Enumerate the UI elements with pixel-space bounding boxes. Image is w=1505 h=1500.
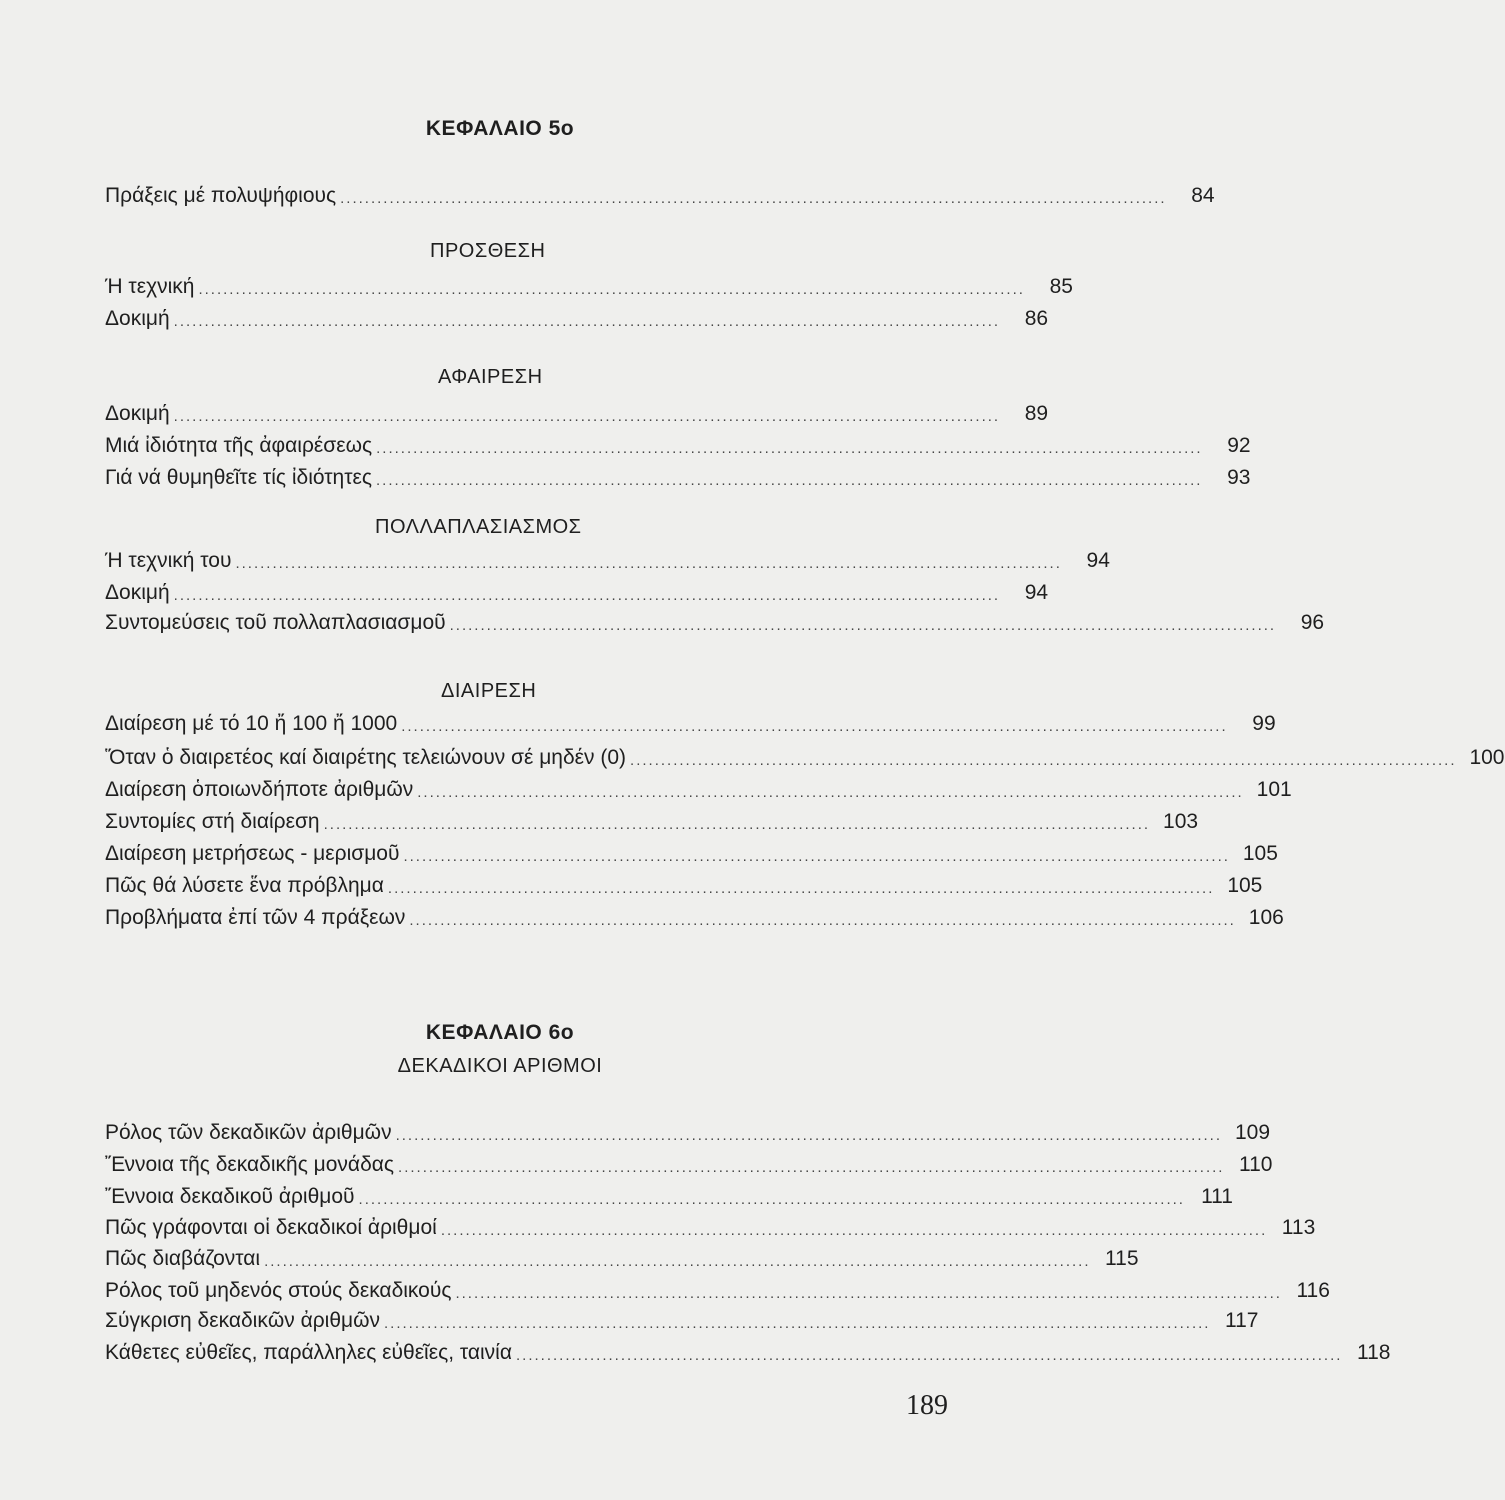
entry-page: 101 — [1256, 778, 1292, 801]
dot-leader: ...................................................................................................................................... — [173, 313, 1001, 330]
toc-entry — [105, 838, 1278, 866]
toc-entry — [105, 430, 1251, 458]
dot-leader: ...................................................................................................................................... — [455, 1285, 1282, 1302]
dot-leader: ...................................................................................................................................... — [395, 1127, 1223, 1144]
section-title-addition: ΠΡΟΣΘΕΣΗ — [430, 240, 546, 262]
toc-entry — [105, 902, 1284, 930]
dot-leader: ...................................................................................................................................... — [398, 1159, 1225, 1176]
dot-leader: ...................................................................................................................................... — [340, 190, 1167, 207]
entry-page: 84 — [1191, 184, 1215, 207]
entry-page: 93 — [1227, 466, 1251, 489]
toc-entry — [105, 870, 1263, 898]
entry-page: 118 — [1356, 1341, 1391, 1364]
section-title-division: ΔΙΑΙΡΕΣΗ — [441, 680, 537, 702]
chapter-5-title: ΚΕΦΑΛΑΙΟ 5ο — [425, 117, 575, 140]
dot-leader: ...................................................................................................................................... — [515, 1347, 1343, 1364]
entry-page: 106 — [1248, 906, 1284, 929]
entry-page: 109 — [1234, 1121, 1271, 1144]
entry-label: Πῶς γράφονται οἱ δεκαδικοί ἀριθμοί — [105, 1216, 437, 1239]
dot-leader: ...................................................................................................................................... — [630, 752, 1457, 769]
entry-label: Κάθετες εὐθεῖες, παράλληλες εὐθεῖες, ταινία — [105, 1341, 512, 1364]
entry-page: 103 — [1163, 810, 1199, 833]
entry-label: Πῶς διαβάζονται — [105, 1247, 261, 1270]
entry-page: 115 — [1105, 1247, 1139, 1270]
toc-entry — [105, 1117, 1271, 1145]
dot-leader: ...................................................................................................................................... — [409, 912, 1236, 929]
page-number: 189 — [906, 1390, 948, 1421]
dot-leader: ...................................................................................................................................... — [449, 617, 1277, 634]
toc-entry — [105, 303, 1049, 331]
dot-leader: ...................................................................................................................................... — [440, 1222, 1268, 1239]
entry-label: Ἔννοια τῆς δεκαδικῆς μονάδας — [105, 1153, 395, 1176]
dot-leader: ...................................................................................................................................... — [403, 848, 1230, 865]
entry-label: Διαίρεση μέ τό 10 ἤ 100 ἤ 1000 — [105, 712, 398, 735]
entry-page: 116 — [1296, 1279, 1330, 1302]
entry-page: 96 — [1300, 611, 1325, 634]
toc-entry — [105, 1149, 1273, 1177]
entry-page: 117 — [1224, 1309, 1259, 1332]
section-title-subtraction: ΑΦΑΙΡΕΣΗ — [438, 366, 543, 388]
entry-label: Διαίρεση ὁποιωνδήποτε ἀριθμῶν — [105, 778, 414, 801]
entry-label: Ρόλος τῶν δεκαδικῶν ἀριθμῶν — [105, 1121, 392, 1144]
toc-entry — [105, 607, 1325, 635]
dot-leader: ...................................................................................................................................... — [323, 816, 1151, 833]
toc-entry — [105, 577, 1049, 605]
entry-label: Ὅταν ὁ διαιρετέος καί διαιρέτης τελειώνουν σέ μηδέν (0) — [105, 746, 627, 769]
entry-page: 110 — [1239, 1153, 1273, 1176]
entry-page: 89 — [1024, 402, 1049, 425]
toc-entry — [105, 1305, 1259, 1333]
entry-label: Δοκιμή — [105, 402, 170, 425]
entry-label: Συντομεύσεις τοῦ πολλαπλασιασμοῦ — [105, 611, 446, 634]
entry-label: Μιά ἰδιότητα τῆς ἀφαιρέσεως — [105, 434, 373, 457]
entry-label: Ἔννοια δεκαδικοῦ ἀριθμοῦ — [105, 1185, 355, 1208]
dot-leader: ...................................................................................................................................... — [401, 718, 1228, 735]
toc-entry — [105, 1275, 1330, 1303]
entry-label: Πράξεις μέ πολυψήφιους — [105, 184, 337, 207]
entry-label: Συντομίες στή διαίρεση — [105, 810, 320, 833]
entry-label: Προβλήματα ἐπί τῶν 4 πράξεων — [105, 906, 406, 929]
section-title-multiplication: ΠΟΛΛΑΠΛΑΣΙΑΣΜΟΣ — [375, 516, 582, 538]
entry-label: Ή τεχνική του — [105, 549, 232, 572]
dot-leader: ...................................................................................................................................... — [235, 555, 1062, 572]
entry-label: Δοκιμή — [105, 307, 170, 330]
entry-label: Ρόλος τοῦ μηδενός στούς δεκαδικούς — [105, 1279, 452, 1302]
toc-entry — [105, 462, 1251, 490]
entry-label: Δοκιμή — [105, 581, 170, 604]
toc-entry — [105, 1212, 1316, 1240]
chapter-6-title: ΚΕΦΑΛΑΙΟ 6ο — [425, 1021, 575, 1044]
entry-label: Διαίρεση μετρήσεως - μερισμοῦ — [105, 842, 400, 865]
entry-page: 100 — [1469, 746, 1505, 769]
toc-entry — [105, 806, 1199, 834]
entry-page: 94 — [1086, 549, 1110, 572]
entry-page: 113 — [1281, 1216, 1316, 1239]
dot-leader: ...................................................................................................................................... — [387, 880, 1215, 897]
entry-label: Ή τεχνική — [105, 275, 195, 298]
toc-entry — [105, 1243, 1139, 1271]
toc-entry — [105, 708, 1276, 736]
toc-entry — [105, 545, 1110, 573]
chapter-6-subtitle: ΔΕΚΑΔΙΚΟΙ ΑΡΙΘΜΟΙ — [397, 1055, 603, 1077]
dot-leader: ...................................................................................................................................... — [417, 784, 1244, 801]
dot-leader: ...................................................................................................................................... — [264, 1253, 1091, 1270]
toc-entry — [105, 271, 1073, 299]
toc-entry — [105, 742, 1505, 770]
toc-entry — [105, 1181, 1233, 1209]
dot-leader: ...................................................................................................................................... — [173, 587, 1001, 604]
entry-page: 111 — [1201, 1185, 1233, 1208]
dot-leader: ...................................................................................................................................... — [198, 281, 1025, 298]
entry-page: 86 — [1024, 307, 1049, 330]
toc-entry — [105, 774, 1292, 802]
dot-leader: ...................................................................................................................................... — [173, 408, 1001, 425]
entry-page: 85 — [1049, 275, 1073, 298]
toc-entry — [105, 398, 1049, 426]
entry-page: 92 — [1227, 434, 1251, 457]
dot-leader: ...................................................................................................................................... — [384, 1315, 1211, 1332]
entry-page: 105 — [1242, 842, 1278, 865]
toc-entry — [105, 1337, 1391, 1365]
entry-label: Γιά νά θυμηθεῖτε τίς ἰδιότητες — [105, 466, 372, 489]
entry-page: 105 — [1227, 874, 1263, 897]
dot-leader: ...................................................................................................................................... — [376, 472, 1203, 489]
entry-page: 94 — [1024, 581, 1049, 604]
entry-page: 99 — [1252, 712, 1276, 735]
dot-leader: ...................................................................................................................................... — [358, 1191, 1185, 1208]
toc-entry-intro — [105, 180, 1215, 208]
entry-label: Πῶς θά λύσετε ἕνα πρόβλημα — [105, 874, 384, 897]
dot-leader: ...................................................................................................................................... — [376, 440, 1203, 457]
entry-label: Σύγκριση δεκαδικῶν ἀριθμῶν — [105, 1309, 380, 1332]
